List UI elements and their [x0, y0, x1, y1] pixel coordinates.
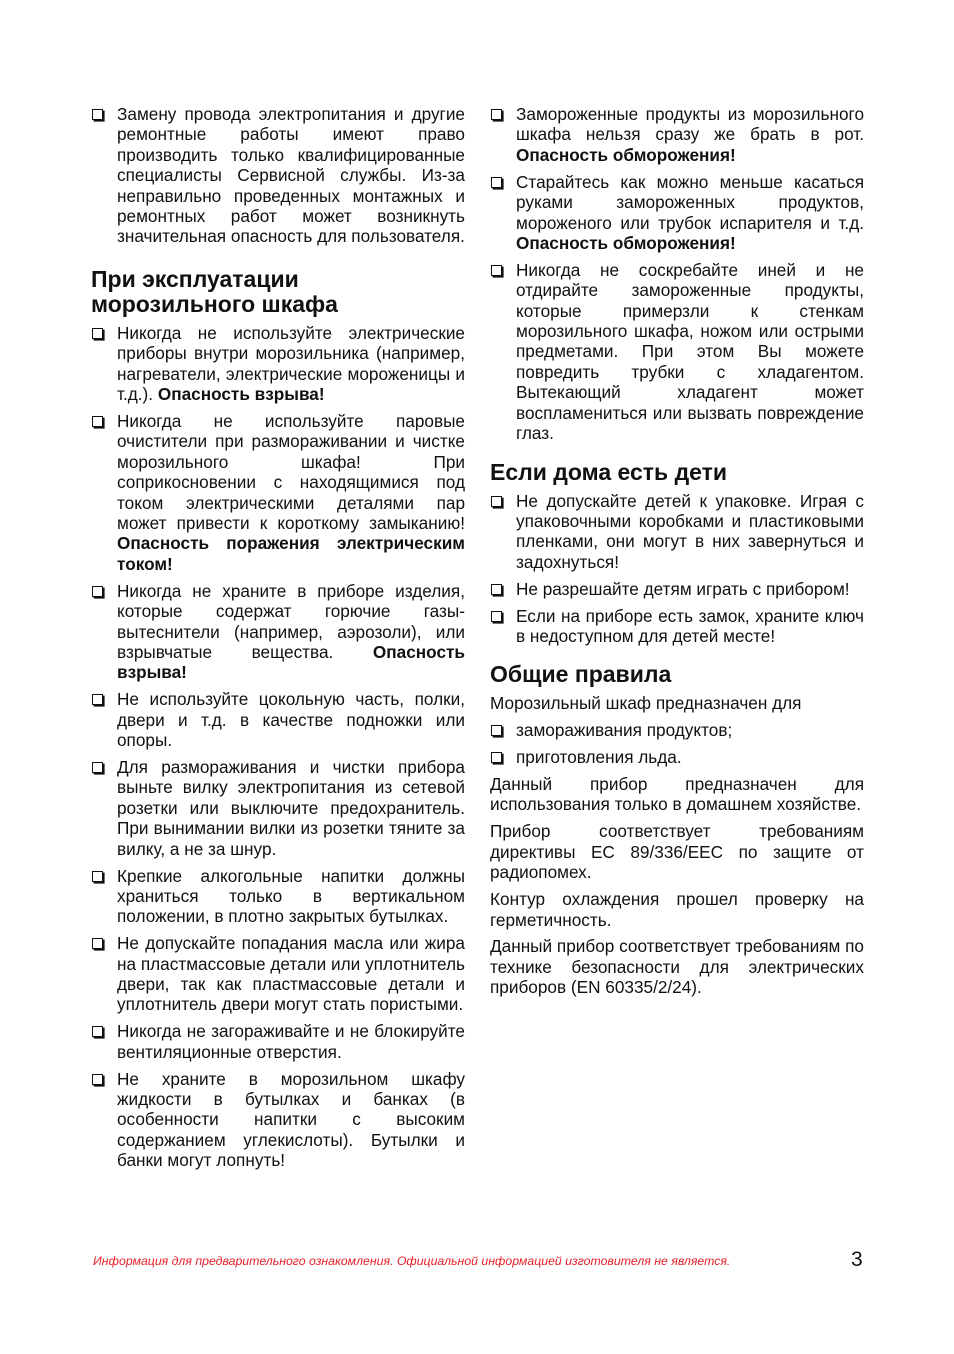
- checkbox-bullet-icon: [491, 496, 502, 507]
- list-item: Никогда не загораживайте и не блокируйте вентиляционные отверстия.: [91, 1021, 465, 1062]
- list-item: приготовления льда.: [490, 747, 864, 767]
- checkbox-bullet-icon: [491, 725, 502, 736]
- section-title-general: Общие правила: [490, 661, 672, 688]
- list-item: Никогда не храните в приборе изделия, которые содержат горючие газы-вытеснители (например, аэрозоли), или взрывчатые вещества. Опасность взрыва!: [91, 581, 465, 683]
- list-item: Не разрешайте детям играть с прибором!: [490, 579, 864, 599]
- checkbox-bullet-icon: [491, 584, 502, 595]
- list-item: Замороженные продукты из морозильного шкафа нельзя сразу же брать в рот. Опасность обморожения!: [490, 104, 864, 165]
- list-item: Крепкие алкогольные напитки должны храниться только в вертикальном положении, в плотно закрытых бутылках.: [91, 866, 465, 927]
- list-item: Не допускайте попадания масла или жира на пластмассовые детали или уплотнитель двери, так как пластмассовые детали и уплотнитель двери могут стать пористыми.: [91, 933, 465, 1015]
- paragraph: Контур охлаждения прошел проверку на герметичность.: [490, 889, 864, 930]
- section-title-operation: При эксплуатации морозильного шкафа: [91, 265, 338, 317]
- checkbox-bullet-icon: [491, 752, 502, 763]
- general-lead: Морозильный шкаф предназначен для: [490, 693, 802, 714]
- paragraph: Данный прибор предназначен для использования только в домашнем хозяйстве.: [490, 774, 864, 815]
- list-item: Если на приборе есть замок, храните ключ в недоступном для детей месте!: [490, 606, 864, 647]
- warning-text: Опасность взрыва!: [157, 384, 325, 405]
- checkbox-bullet-icon: [92, 586, 103, 597]
- list-item: Никогда не соскребайте иней и не отдирайте замороженные продукты, которые примерзли к стенкам морозильного шкафа, ножом или острыми предметами. При этом Вы можете повредить трубки с хладагентом. Вытекающий хладагент может воспламениться или вызвать повреждение глаз.: [490, 260, 864, 444]
- warning-text: Опасность обморожения!: [516, 144, 736, 165]
- checkbox-bullet-icon: [92, 938, 103, 949]
- list-item: Старайтесь как можно меньше касаться руками замороженных продуктов, мороженого или трубок испарителя и т.д. Опасность обморожения!: [490, 172, 864, 254]
- checkbox-bullet-icon: [92, 762, 103, 773]
- list-item: Не допускайте детей к упаковке. Играя с упаковочными коробками и пластиковыми пленками, они могут в них завернуться и задохнуться!: [490, 491, 864, 573]
- list-item: Не используйте цокольную часть, полки, двери и т.д. в качестве подножки или опоры.: [91, 689, 465, 750]
- list-item: Не храните в морозильном шкафу жидкости в бутылках и банках (в особенности напитки с высоким содержанием углекислоты). Бутылки и банки могут лопнуть!: [91, 1069, 465, 1171]
- footer-disclaimer: Информация для предварительного ознакомления. Официальной информацией изготовителя не является.: [93, 1254, 731, 1268]
- checkbox-bullet-icon: [92, 871, 103, 882]
- warning-text: Опасность поражения электрическим током!: [117, 533, 465, 574]
- left-column: [91, 104, 465, 1177]
- section-title-children: Если дома есть дети: [490, 458, 728, 485]
- paragraph: Прибор соответствует требованиям директивы ЕС 89/336/ЕЕС по защите от радиопомех.: [490, 821, 864, 883]
- checkbox-bullet-icon: [491, 109, 502, 120]
- checkbox-bullet-icon: [491, 265, 502, 276]
- paragraph: Данный прибор соответствует требованиям по технике безопасности для электрических приборов (EN 60335/2/24).: [490, 936, 864, 998]
- list-item: Никогда не используйте паровые очистители при размораживании и чистке морозильного шкафа! При соприкосновении с находящимися под током электрическими деталями пар может привести к короткому замыканию! Опасность поражения электрическим током!: [91, 411, 465, 574]
- list-item: Никогда не используйте электрические приборы внутри морозильника (например, нагреватели, электрические мороженицы и т.д.). Опасность взрыва!: [91, 323, 465, 405]
- checkbox-bullet-icon: [491, 177, 502, 188]
- checkbox-bullet-icon: [92, 109, 103, 120]
- checkbox-bullet-icon: [92, 1026, 103, 1037]
- checkbox-bullet-icon: [92, 328, 103, 339]
- page-number: 3: [851, 1248, 863, 1271]
- checkbox-bullet-icon: [491, 611, 502, 622]
- warning-text: Опасность обморожения!: [516, 232, 736, 253]
- checkbox-bullet-icon: [92, 416, 103, 427]
- warning-text: Опасность взрыва!: [117, 641, 465, 683]
- checkbox-bullet-icon: [92, 1074, 103, 1085]
- right-column: [490, 104, 864, 1004]
- list-item: Замену провода электропитания и другие ремонтные работы имеют право производить только квалифицированные специалисты Сервисной службы. Из-за неправильно проведенных монтажных и ремонтных работ может возникнуть значительная опасность для пользователя.: [91, 104, 465, 247]
- list-item: замораживания продуктов;: [490, 720, 864, 740]
- checkbox-bullet-icon: [92, 694, 103, 705]
- list-item: Для размораживания и чистки прибора выньте вилку электропитания из сетевой розетки или выключите предохранитель. При вынимании вилки из розетки тяните за вилку, а не за шнур.: [91, 757, 465, 859]
